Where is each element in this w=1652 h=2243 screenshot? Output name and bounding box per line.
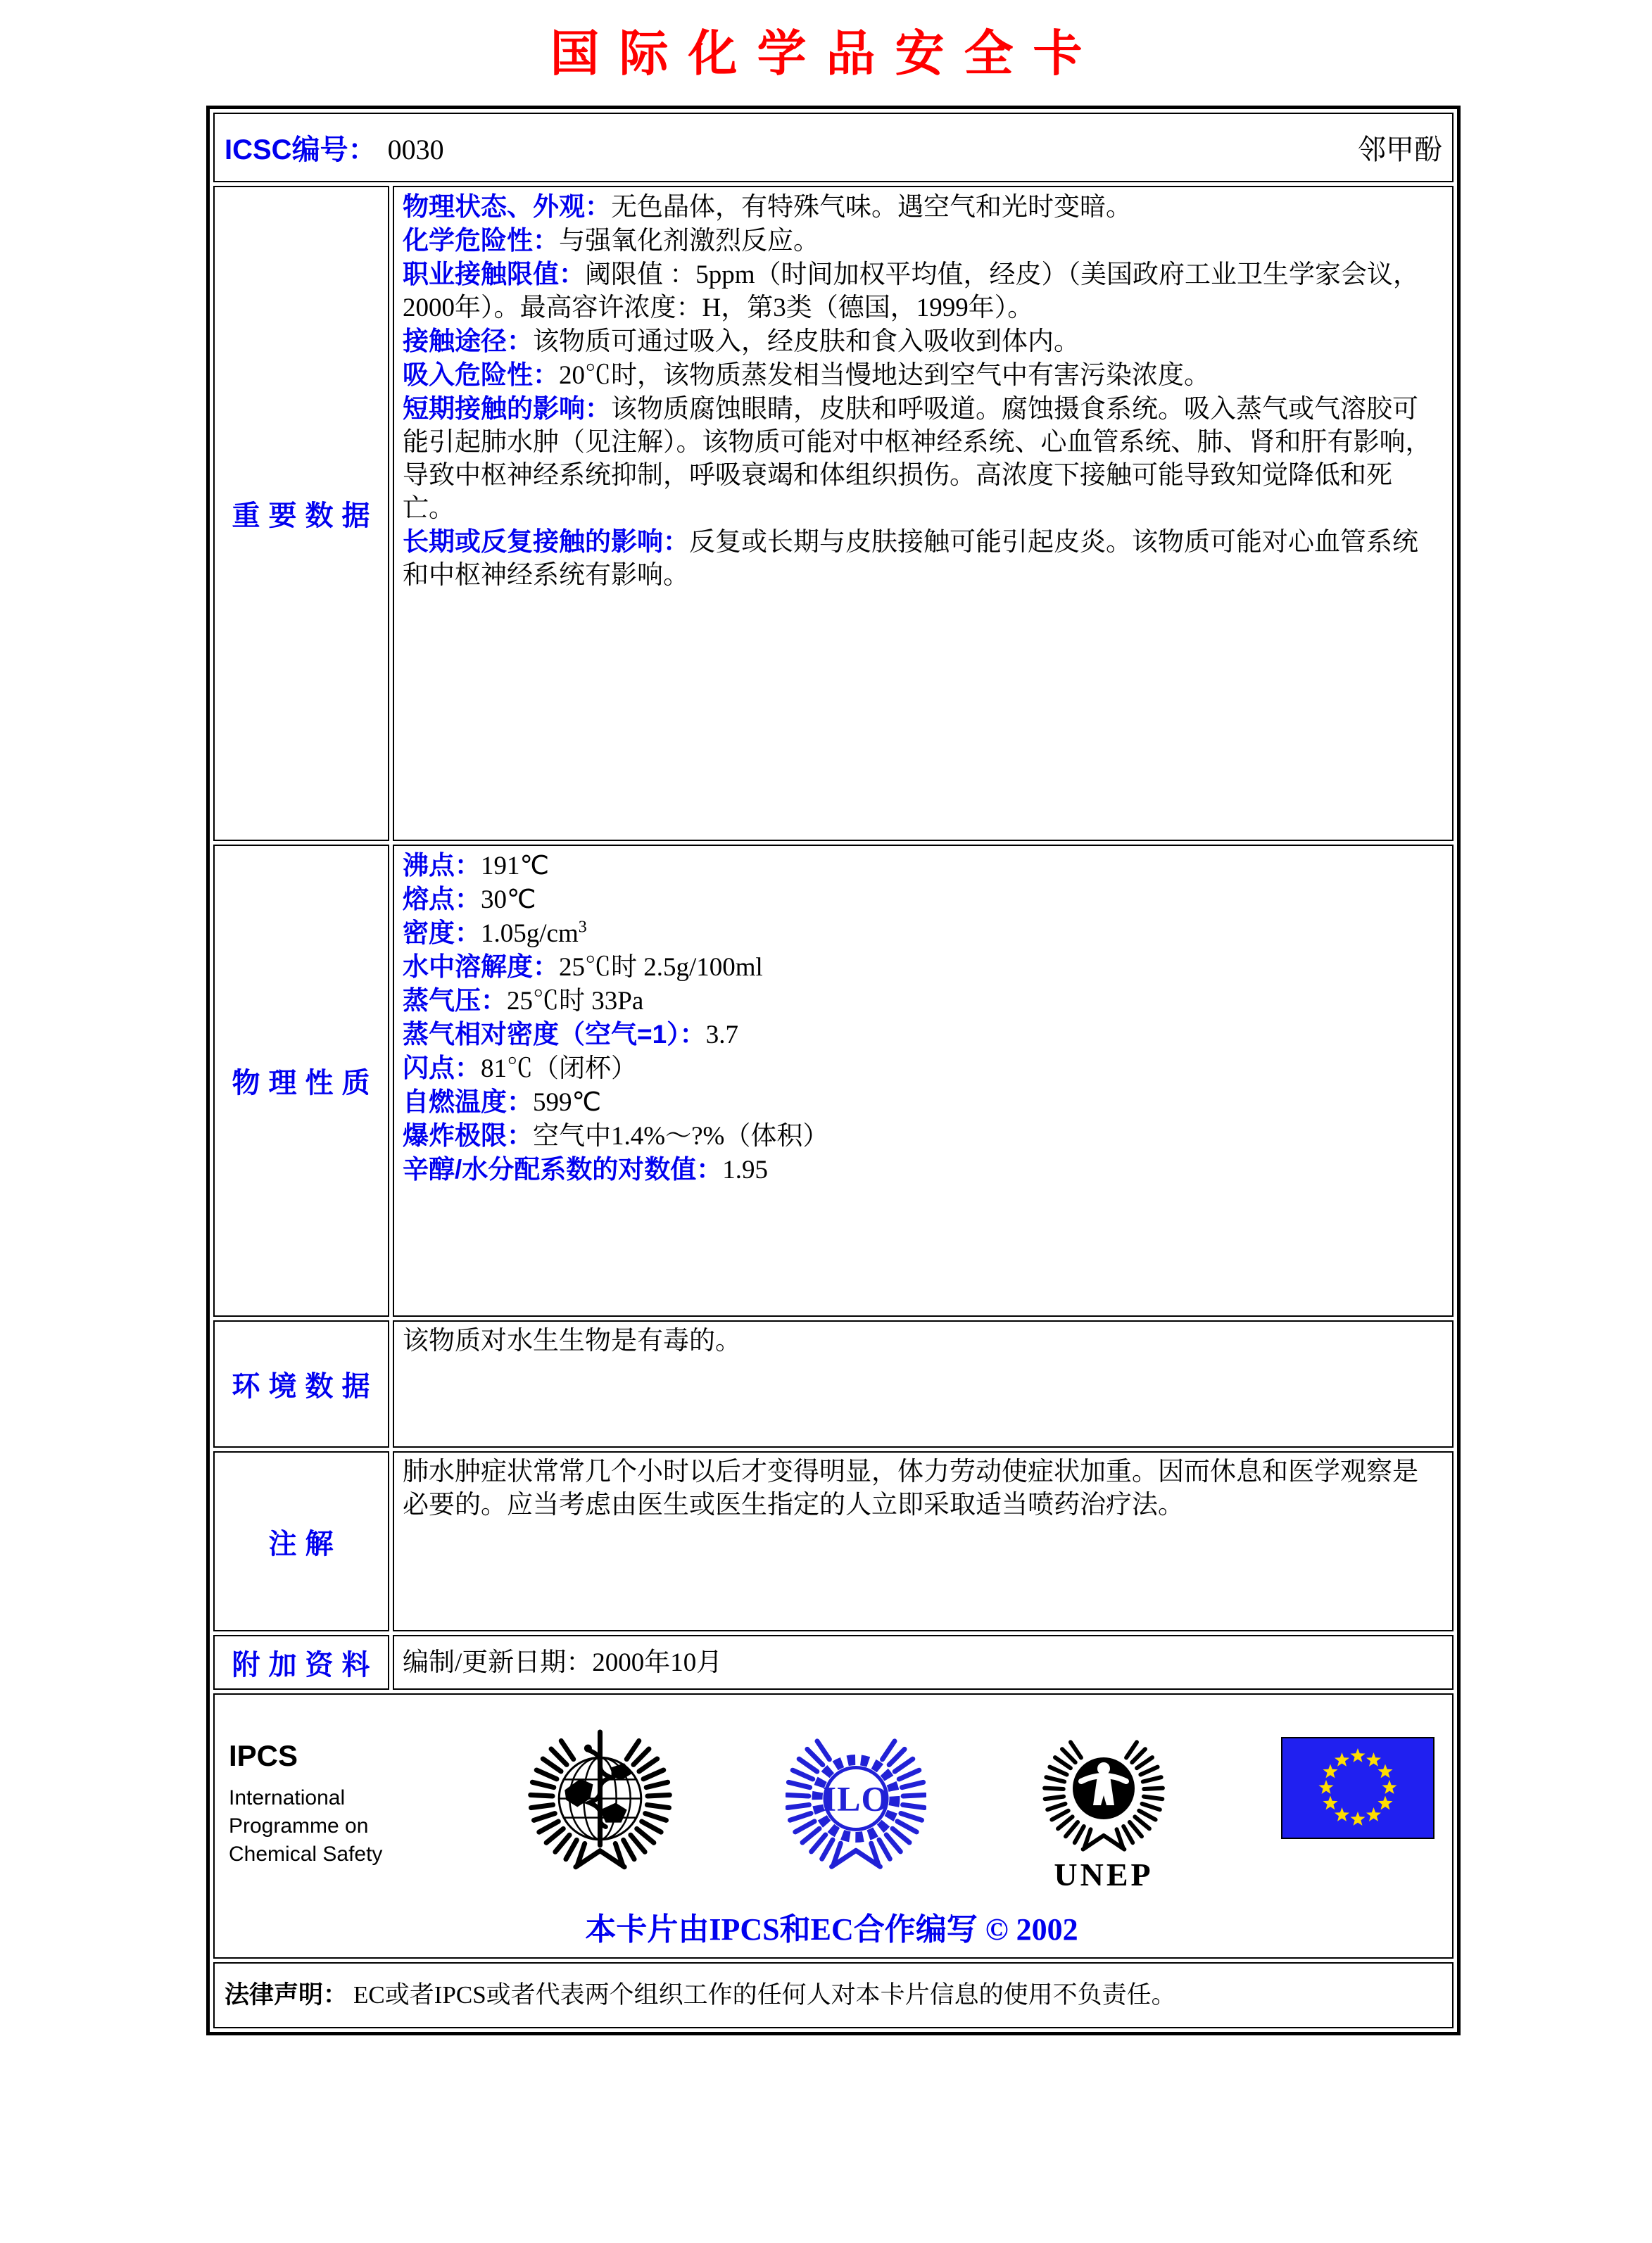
legal-notice-label: 法律声明： [225, 1981, 348, 2009]
ilo-letters: ILO [822, 1778, 889, 1819]
labeled-text-line: 自燃温度：599℃ [403, 1087, 602, 1117]
legal-row [213, 1962, 1454, 2028]
labeled-text-line: 水中溶解度：25℃时 2.5g/100ml [403, 952, 763, 982]
important-data-row [213, 186, 1454, 841]
legal-cell [213, 1962, 1454, 2028]
section-label-environment: 环境数据 [213, 1320, 389, 1448]
header-row [213, 113, 1454, 182]
section-content-notes: 肺水肿症状常常几个小时以后才变得明显，体力劳动使症状加重。因而休息和医学观察是必要的。应当考虑由医生或医生指定的人立即采取适当喷药治疗法。 [393, 1451, 1454, 1631]
section-content-environment: 该物质对水生生物是有毒的。 [393, 1320, 1454, 1448]
header-cell [213, 113, 1454, 182]
eu-flag-icon [1281, 1737, 1435, 1839]
logos-band [229, 1726, 1435, 1895]
icsc-number-label: ICSC编号： [225, 134, 377, 165]
additional-info-row [213, 1635, 1454, 1690]
labeled-text-line: 蒸气压：25℃时 33Pa [403, 986, 644, 1016]
ipcs-text-block [229, 1726, 415, 1869]
labeled-text-line: 职业接触限值：阈限值 ：5ppm（时间加权平均值，经皮）（美国政府工业卫生学家会议，2000年）。最高容许浓度：H，第3类（德国，1999年）。 [403, 260, 1420, 322]
labeled-text-line: 爆炸极限：空气中1.4%～?%（体积） [403, 1121, 829, 1151]
labeled-text-line: 吸入危险性：20℃时，该物质蒸发相当慢地达到空气中有害污染浓度。 [403, 360, 1210, 390]
icsc-number-value: 0030 [387, 134, 444, 165]
unep-logo-icon [1039, 1726, 1168, 1895]
section-content-important [393, 186, 1454, 841]
icsc-number-group [225, 127, 444, 168]
labeled-text-line: 化学危险性：与强氧化剂激烈反应。 [403, 226, 819, 255]
section-content-physical [393, 845, 1454, 1317]
labeled-text-line: 辛醇/水分配系数的对数值：1.95 [403, 1155, 769, 1184]
section-label-notes: 注解 [213, 1451, 389, 1631]
logos-cell [213, 1693, 1454, 1959]
page-title: 国际化学品安全卡 [550, 24, 1102, 82]
chemical-name: 邻甲酚 [1358, 134, 1442, 165]
labeled-text-line: 物理状态、外观：无色晶体，有特殊气味。遇空气和光时变暗。 [403, 192, 1132, 222]
cooperation-caption: 本卡片由IPCS和EC合作编写 © 2002 [585, 1912, 1078, 1947]
ilo-logo-icon [786, 1726, 926, 1871]
labeled-text-line: 熔点：30℃ [403, 885, 536, 914]
labeled-text-line: 长期或反复接触的影响：反复或长期与皮肤接触可能引起皮炎。该物质可能对心血管系统和中枢神经系统有影响。 [403, 527, 1418, 590]
legal-notice-text: EC或者IPCS或者代表两个组织工作的任何人对本卡片信息的使用不负责任。 [353, 1981, 1176, 2009]
section-label-additional: 附加资料 [213, 1635, 389, 1690]
section-label-physical: 物理性质 [213, 845, 389, 1317]
icsc-card-table [206, 106, 1461, 2035]
labeled-text-line: 接触途径：该物质可通过吸入，经皮肤和食入吸收到体内。 [403, 327, 1080, 356]
labeled-text-line: 闪点：81℃（闭杯） [403, 1054, 637, 1083]
labeled-text-line: 沸点：191℃ [403, 851, 550, 880]
logos-row [213, 1693, 1454, 1959]
unep-letters: UNEP [1054, 1857, 1154, 1893]
physical-properties-row [213, 845, 1454, 1317]
who-logo-icon [528, 1726, 672, 1871]
eu-flag-wrap [1281, 1737, 1435, 1839]
section-label-important: 重要数据 [213, 186, 389, 841]
notes-row [213, 1451, 1454, 1631]
ipcs-title: IPCS [229, 1739, 298, 1772]
ipcs-line-1: International [229, 1786, 346, 1809]
ipcs-line-3: Chemical Safety [229, 1843, 383, 1866]
ipcs-line-2: Programme on [229, 1814, 369, 1838]
labeled-text-line: 密度：$1.05g/cm^3$ [403, 918, 587, 948]
labeled-text-line: 蒸气相对密度（空气=1）：3.7 [403, 1020, 738, 1049]
environmental-data-row [213, 1320, 1454, 1448]
section-content-additional: 编制/更新日期：2000年10月 [393, 1635, 1454, 1690]
labeled-text-line: 短期接触的影响：该物质腐蚀眼睛，皮肤和呼吸道。腐蚀摄食系统。吸入蒸气或气溶胶可能引起肺水肿（见注解）。该物质可能对中枢神经系统、心血管系统、肺、肾和肝有影响，导致中枢神经系统抑制，呼吸衰竭和体组织损伤。高浓度下接触可能导致知觉降低和死亡。 [403, 394, 1432, 523]
